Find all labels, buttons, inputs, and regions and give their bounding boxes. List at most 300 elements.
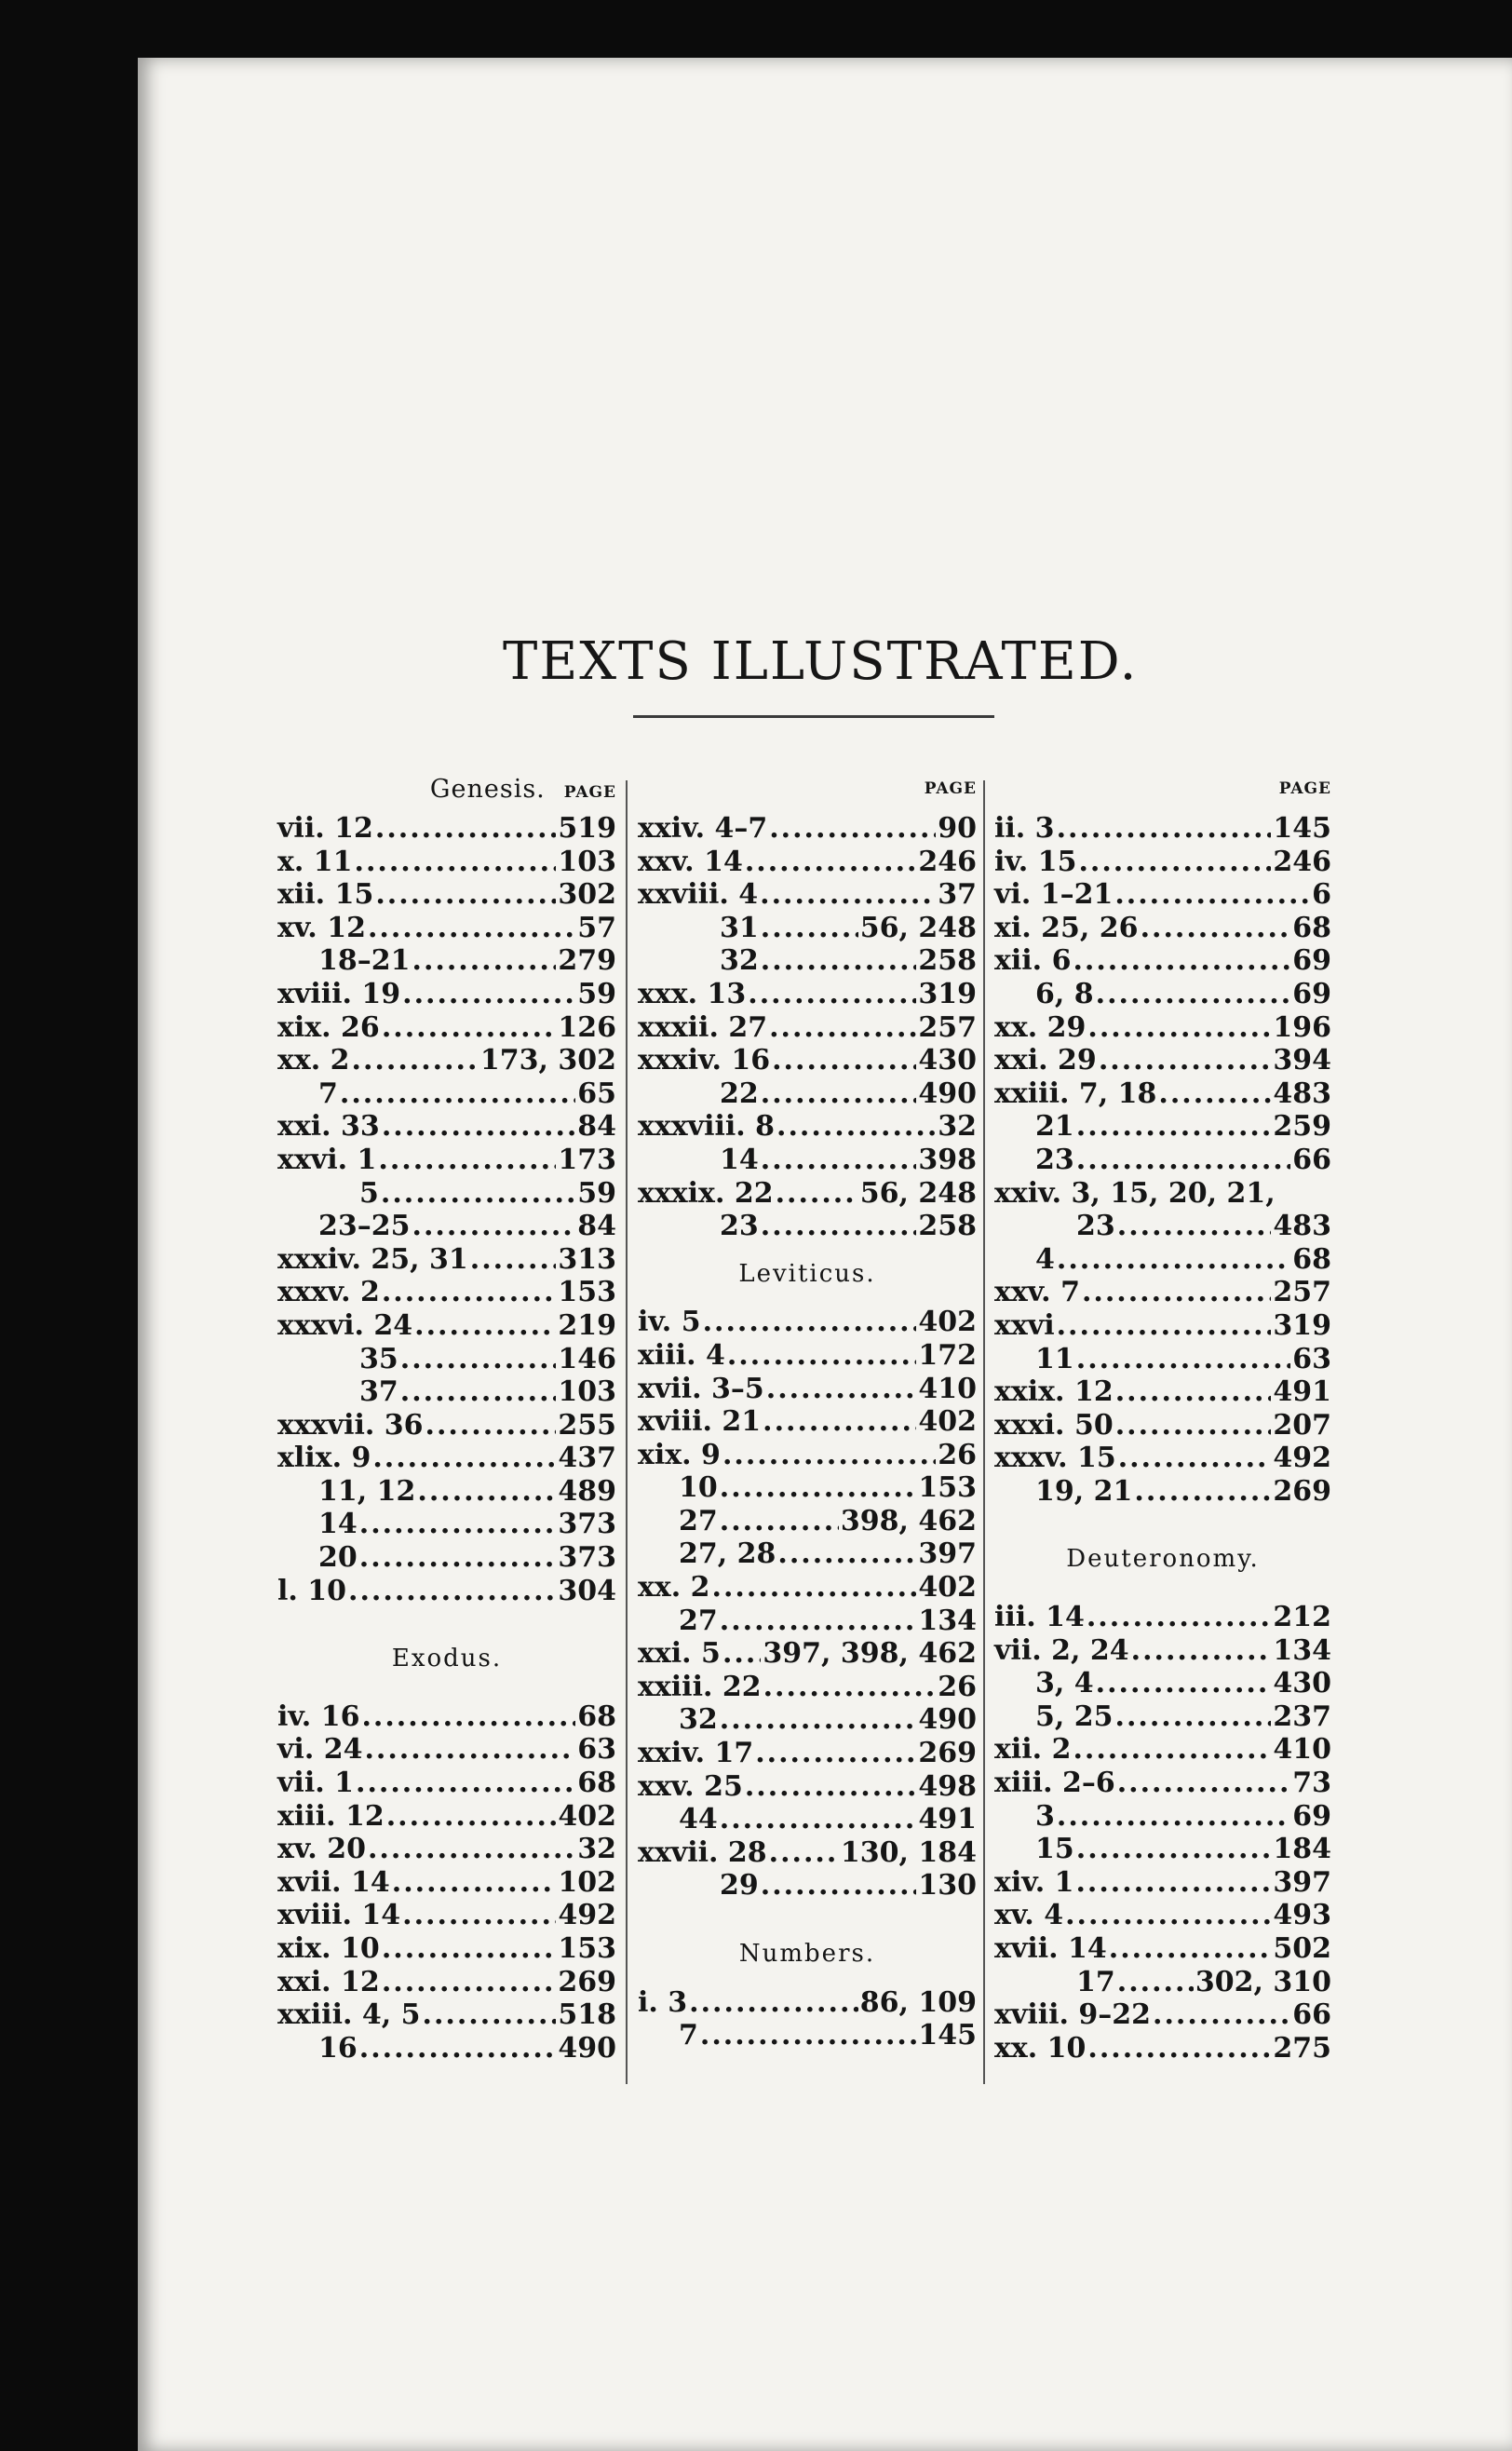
- index-entry: [638, 1044, 977, 1077]
- dot-leader: [382, 1276, 557, 1309]
- page-number: 430: [1273, 1667, 1331, 1700]
- page-number: 398, 462: [840, 1504, 977, 1537]
- dot-leader: [1115, 1700, 1272, 1734]
- dot-leader: [776, 1177, 858, 1211]
- page-number: 258: [918, 944, 977, 978]
- page-number: 302: [558, 878, 616, 912]
- verse-reference: 16: [318, 2031, 358, 2065]
- index-entry: [994, 944, 1331, 978]
- page-number: 56, 248: [859, 911, 977, 944]
- verse-reference: xvii. 14: [994, 1932, 1107, 1965]
- index-entry: [994, 1177, 1331, 1211]
- dot-leader: [761, 944, 917, 978]
- page-number: 212: [1273, 1601, 1331, 1634]
- page-number: 437: [558, 1442, 616, 1475]
- verse-reference: xv. 12: [277, 911, 366, 944]
- index-entry: [277, 1966, 616, 1999]
- dot-leader: [722, 1439, 936, 1472]
- page-number: 483: [1273, 1210, 1331, 1243]
- page-number: 32: [577, 1833, 616, 1866]
- dot-leader: [769, 1011, 916, 1045]
- dot-leader: [1087, 2032, 1271, 2065]
- index-entry: [638, 1703, 977, 1737]
- page-number: 26: [938, 1438, 977, 1471]
- index-entry: [277, 1243, 616, 1277]
- page-label: PAGE: [924, 779, 977, 798]
- index-entry: [638, 1737, 977, 1770]
- page-number: 490: [918, 1077, 977, 1110]
- index-entry: [277, 1110, 616, 1144]
- page-number: 430: [918, 1044, 977, 1077]
- page-number: 402: [558, 1799, 616, 1833]
- index-entry: [994, 846, 1331, 879]
- index-entry: [638, 812, 977, 846]
- index-entry: [277, 1541, 616, 1575]
- index-entry: [638, 1177, 977, 1211]
- page-number: 259: [1273, 1110, 1331, 1144]
- index-entry: [638, 1373, 977, 1406]
- dot-leader: [359, 1541, 557, 1575]
- page-number: 257: [1273, 1276, 1331, 1309]
- dot-leader: [1114, 878, 1310, 912]
- verse-reference: xiv. 1: [994, 1865, 1074, 1899]
- index-entry: [277, 1409, 616, 1442]
- verse-reference: xxxviii. 8: [638, 1110, 776, 1144]
- dot-leader: [745, 846, 917, 879]
- page-number: 269: [1273, 1474, 1331, 1508]
- index-entry: [638, 944, 977, 978]
- page-title: TEXTS ILLUSTRATED.: [503, 630, 1139, 692]
- index-entry: [994, 1375, 1331, 1409]
- verse-reference: iii. 14: [994, 1601, 1085, 1634]
- dot-leader: [1117, 1966, 1194, 1999]
- verse-reference: xvii. 3–5: [638, 1372, 764, 1405]
- index-entry: [277, 1733, 616, 1767]
- verse-reference: 7: [318, 1077, 338, 1110]
- page-number: 490: [918, 1703, 977, 1737]
- dot-leader: [700, 2019, 917, 2052]
- verse-reference: xxxix. 22: [638, 1176, 774, 1210]
- dot-leader: [1057, 1243, 1290, 1277]
- verse-reference: 27: [679, 1604, 718, 1637]
- verse-reference: 22: [720, 1077, 759, 1110]
- verse-reference: 23: [720, 1210, 759, 1243]
- dot-leader: [340, 1077, 575, 1111]
- index-entry: [277, 1276, 616, 1309]
- verse-reference: 32: [720, 944, 759, 978]
- verse-reference: xxv. 7: [994, 1276, 1080, 1309]
- index-entry: [994, 1700, 1331, 1734]
- index-entry: [277, 1767, 616, 1800]
- verse-reference: xv. 4: [994, 1899, 1064, 1932]
- entry-list-numbers-continued: [994, 812, 1331, 1508]
- index-entry: [638, 978, 977, 1011]
- dot-leader: [375, 878, 556, 912]
- verse-reference: 5, 25: [1035, 1699, 1114, 1733]
- page-number: 145: [1273, 812, 1331, 845]
- verse-reference: xxxiv. 16: [638, 1044, 771, 1077]
- page-number: 66: [1292, 1143, 1331, 1176]
- page-number: 246: [1273, 845, 1331, 878]
- section-heading-exodus: Exodus.: [391, 1645, 503, 1673]
- page-number: 146: [558, 1342, 616, 1375]
- page-number: 498: [918, 1769, 977, 1803]
- dot-leader: [412, 1210, 576, 1243]
- index-entry: [994, 1966, 1331, 1999]
- page-number: 402: [918, 1571, 977, 1605]
- index-entry: [277, 1144, 616, 1177]
- index-entry: [638, 1306, 977, 1339]
- verse-reference: iv. 15: [994, 845, 1077, 878]
- page-number: 73: [1292, 1767, 1331, 1800]
- verse-reference: xxxiv. 25, 31: [277, 1242, 468, 1276]
- verse-reference: xxiv. 17: [638, 1737, 754, 1770]
- dot-leader: [1099, 1044, 1272, 1077]
- verse-reference: xix. 10: [277, 1932, 380, 1965]
- page-number: 410: [918, 1372, 977, 1405]
- dot-leader: [763, 1405, 916, 1439]
- index-entry: [994, 912, 1331, 945]
- dot-leader: [423, 1998, 557, 2032]
- page-number: 59: [577, 1176, 616, 1210]
- page-number: 373: [558, 1541, 616, 1575]
- verse-reference: xxxi. 50: [994, 1408, 1114, 1442]
- dot-leader: [1082, 1276, 1271, 1309]
- dot-leader: [359, 1508, 557, 1541]
- index-entry: [994, 1210, 1331, 1243]
- verse-reference: xx. 29: [994, 1010, 1087, 1044]
- dot-leader: [352, 1044, 479, 1077]
- verse-reference: 37: [359, 1375, 398, 1409]
- verse-reference: xxxii. 27: [638, 1010, 768, 1044]
- index-entry: [638, 1505, 977, 1538]
- index-entry: [994, 1601, 1331, 1634]
- verse-reference: 29: [720, 1869, 759, 1903]
- index-entry: [994, 1800, 1331, 1834]
- dot-leader: [1073, 1733, 1271, 1767]
- dot-leader: [400, 1375, 557, 1409]
- index-entry: [994, 1767, 1331, 1800]
- dot-leader: [761, 1869, 917, 1903]
- verse-reference: xxiii. 4, 5: [277, 1998, 421, 2032]
- page-number: 219: [558, 1308, 616, 1342]
- index-entry: [277, 1210, 616, 1243]
- verse-reference: xviii. 14: [277, 1899, 401, 1932]
- entry-list-deuteronomy: [994, 1601, 1331, 2065]
- verse-reference: 6, 8: [1035, 977, 1094, 1010]
- page-number: 130, 184: [840, 1835, 977, 1869]
- dot-leader: [414, 1309, 556, 1343]
- verse-reference: vii. 2, 24: [994, 1633, 1129, 1667]
- index-entry: [277, 1899, 616, 1932]
- page-label: PAGE: [563, 783, 616, 802]
- page-number: 493: [1273, 1899, 1331, 1932]
- verse-reference: 4: [1035, 1242, 1055, 1276]
- dot-leader: [382, 1932, 557, 1966]
- verse-reference: xxvi. 1: [277, 1143, 377, 1176]
- section-heading-deuteronomy: Deuteronomy.: [1066, 1545, 1260, 1574]
- index-entry: [638, 912, 977, 945]
- page-number: 173, 302: [479, 1044, 616, 1077]
- dot-leader: [1117, 1767, 1291, 1800]
- dot-leader: [1117, 1210, 1272, 1243]
- dot-leader: [761, 912, 858, 945]
- dot-leader: [386, 1800, 557, 1834]
- section-heading-numbers: Numbers.: [738, 1940, 876, 1968]
- verse-reference: xx. 2: [638, 1571, 710, 1605]
- section-heading-leviticus: Leviticus.: [738, 1259, 876, 1288]
- page-number: 269: [558, 1965, 616, 1998]
- index-entry: [277, 1309, 616, 1343]
- verse-reference: 23: [1076, 1210, 1115, 1243]
- dot-leader: [1087, 1601, 1272, 1634]
- index-entry: [994, 1243, 1331, 1277]
- dot-leader: [356, 1767, 575, 1800]
- dot-leader: [1141, 912, 1291, 945]
- index-entry: [277, 846, 616, 879]
- dot-leader: [1073, 944, 1290, 978]
- page-label: PAGE: [1278, 779, 1331, 798]
- page-number: 153: [558, 1932, 616, 1965]
- page-number: 90: [938, 812, 977, 845]
- column-divider: [983, 780, 985, 2084]
- verse-reference: 27: [679, 1504, 718, 1537]
- page-number: 103: [558, 845, 616, 878]
- verse-reference: xxxvi. 24: [277, 1308, 413, 1342]
- verse-reference: xvii. 14: [277, 1865, 390, 1899]
- page-number: 65: [577, 1077, 616, 1110]
- index-entry: [994, 812, 1331, 846]
- page-number: 398: [918, 1143, 977, 1176]
- index-entry: [994, 1409, 1331, 1442]
- index-entry: [994, 1833, 1331, 1866]
- verse-reference: 19, 21: [1035, 1474, 1133, 1508]
- dot-leader: [1153, 1998, 1290, 2032]
- verse-reference: 10: [679, 1471, 718, 1505]
- dot-leader: [776, 1110, 936, 1144]
- verse-reference: 23: [1035, 1143, 1074, 1176]
- page-number: 196: [1273, 1010, 1331, 1044]
- verse-reference: xxxv. 15: [994, 1442, 1116, 1475]
- index-entry: [994, 1144, 1331, 1177]
- index-entry: [277, 2032, 616, 2065]
- page-number: 57: [577, 911, 616, 944]
- index-entry: [638, 1986, 977, 2020]
- index-entry: [994, 878, 1331, 912]
- entry-list-exodus: [277, 1700, 616, 2065]
- verse-reference: xxiv. 4–7: [638, 812, 768, 845]
- page-number: 319: [918, 977, 977, 1010]
- entry-list-exodus-continued: [638, 812, 977, 1243]
- page-number: 86, 109: [859, 1985, 977, 2019]
- index-entry: [994, 1110, 1331, 1144]
- dot-leader: [470, 1243, 557, 1277]
- verse-reference: xxviii. 4: [638, 878, 759, 912]
- column-divider: [626, 780, 628, 2084]
- verse-reference: vii. 12: [277, 812, 373, 845]
- index-entry: [994, 1733, 1331, 1767]
- dot-leader: [400, 1343, 557, 1376]
- dot-leader: [1076, 1144, 1291, 1177]
- verse-reference: 5: [359, 1176, 379, 1210]
- page-number: 68: [1292, 1242, 1331, 1276]
- page-number: 302, 310: [1195, 1965, 1331, 1998]
- page-number: 26: [938, 1670, 977, 1703]
- verse-reference: xxiii. 22: [638, 1670, 762, 1703]
- dot-leader: [722, 1637, 761, 1671]
- dot-leader: [1158, 1077, 1271, 1111]
- index-entry: [994, 1276, 1331, 1309]
- verse-reference: 18–21: [318, 944, 411, 978]
- dot-leader: [703, 1306, 917, 1339]
- index-entry: [638, 1803, 977, 1836]
- page-number: 207: [1273, 1408, 1331, 1442]
- verse-reference: ii. 3: [994, 812, 1055, 845]
- page-number: 246: [918, 845, 977, 878]
- verse-reference: 27, 28: [679, 1537, 776, 1571]
- verse-reference: xii. 2: [994, 1733, 1072, 1767]
- index-entry: [277, 1011, 616, 1045]
- dot-leader: [720, 1505, 839, 1538]
- index-entry: [638, 1869, 977, 1903]
- page-number: 279: [558, 944, 616, 978]
- verse-reference: vi. 24: [277, 1733, 363, 1767]
- index-entry: [994, 978, 1331, 1011]
- dot-leader: [769, 812, 936, 846]
- verse-reference: xix. 9: [638, 1438, 721, 1471]
- dot-leader: [761, 1210, 917, 1243]
- verse-reference: x. 11: [277, 845, 353, 878]
- page-number: 410: [1273, 1733, 1331, 1767]
- page-number: 172: [918, 1338, 977, 1372]
- dot-leader: [425, 1409, 557, 1442]
- verse-reference: xxiv. 3, 15, 20, 21,: [994, 1176, 1276, 1210]
- verse-reference: xix. 26: [277, 1010, 380, 1044]
- verse-reference: 32: [679, 1703, 718, 1737]
- index-column-2: [638, 773, 977, 2052]
- index-entry: [638, 1011, 977, 1045]
- verse-reference: l. 10: [277, 1574, 347, 1607]
- page-number: 126: [558, 1010, 616, 1044]
- page-number: 69: [1292, 977, 1331, 1010]
- verse-reference: xxi. 12: [277, 1965, 380, 1998]
- verse-reference: 14: [318, 1508, 358, 1541]
- verse-reference: xii. 15: [277, 878, 374, 912]
- verse-reference: 11: [1035, 1342, 1074, 1375]
- verse-reference: 31: [720, 911, 759, 944]
- page-number: 313: [558, 1242, 616, 1276]
- verse-reference: xiii. 12: [277, 1799, 385, 1833]
- dot-leader: [727, 1339, 917, 1373]
- index-entry: [638, 1571, 977, 1605]
- index-entry: [277, 1575, 616, 1608]
- verse-reference: xxx. 13: [638, 977, 747, 1010]
- page-number: 237: [1273, 1699, 1331, 1733]
- dot-leader: [1076, 1833, 1272, 1866]
- page-number: 491: [1273, 1375, 1331, 1409]
- page-number: 402: [918, 1405, 977, 1439]
- dot-leader: [402, 978, 575, 1011]
- index-entry: [638, 1671, 977, 1704]
- verse-reference: xviii. 9–22: [994, 1998, 1152, 2032]
- page-number: 84: [577, 1110, 616, 1144]
- index-entry: [638, 1110, 977, 1144]
- verse-reference: xii. 6: [994, 944, 1072, 978]
- index-entry: [994, 1998, 1331, 2032]
- page-number: 84: [577, 1210, 616, 1243]
- index-entry: [277, 1700, 616, 1734]
- index-column-3: [994, 773, 1331, 2065]
- index-entry: [638, 1836, 977, 1870]
- index-entry: [994, 1442, 1331, 1475]
- dot-leader: [1057, 1800, 1290, 1834]
- dot-leader: [364, 1733, 575, 1767]
- dot-leader: [381, 1177, 575, 1211]
- dot-leader: [772, 1044, 916, 1077]
- dot-leader: [1075, 1866, 1271, 1900]
- verse-reference: 3: [1035, 1799, 1055, 1833]
- index-entry: [277, 812, 616, 846]
- page-number: 402: [918, 1306, 977, 1339]
- page-number: 68: [577, 1767, 616, 1800]
- index-entry: [638, 1144, 977, 1177]
- index-entry: [994, 1077, 1331, 1111]
- index-column-1: [277, 773, 616, 2065]
- page-number: 173: [558, 1143, 616, 1176]
- dot-leader: [412, 944, 557, 978]
- verse-reference: 44: [679, 1803, 718, 1836]
- verse-reference: 20: [318, 1541, 358, 1575]
- dot-leader: [402, 1899, 556, 1932]
- entry-list-genesis: [277, 812, 616, 1607]
- dot-leader: [368, 1833, 575, 1866]
- verse-reference: 7: [679, 2019, 698, 2052]
- page-number: 257: [918, 1010, 977, 1044]
- dot-leader: [372, 1442, 556, 1475]
- verse-reference: xxxvii. 36: [277, 1408, 424, 1442]
- page-number: 6: [1312, 878, 1331, 912]
- index-entry: [994, 1044, 1331, 1077]
- page-number: 153: [558, 1276, 616, 1309]
- page-number: 397: [918, 1537, 977, 1571]
- dot-leader: [1057, 1309, 1272, 1343]
- index-entry: [994, 1932, 1331, 1966]
- index-entry: [994, 1667, 1331, 1700]
- dot-leader: [1115, 1409, 1272, 1442]
- index-entry: [994, 1343, 1331, 1376]
- index-entry: [638, 1077, 977, 1111]
- entry-list-numbers: [638, 1986, 977, 2052]
- dot-leader: [382, 1011, 557, 1045]
- dot-leader: [769, 1836, 839, 1870]
- verse-reference: 11, 12: [318, 1474, 416, 1508]
- entry-list-leviticus: [638, 1306, 977, 1903]
- index-entry: [277, 1866, 616, 1900]
- index-entry: [638, 2019, 977, 2052]
- index-entry: [638, 846, 977, 879]
- page-number: 68: [577, 1699, 616, 1733]
- dot-leader: [375, 812, 557, 846]
- verse-reference: xxi. 29: [994, 1044, 1097, 1077]
- dot-leader: [382, 1110, 575, 1144]
- dot-leader: [1087, 1011, 1271, 1045]
- page-number: 59: [577, 977, 616, 1010]
- dot-leader: [378, 1144, 556, 1177]
- dot-leader: [1078, 846, 1271, 879]
- index-entry: [638, 1605, 977, 1638]
- index-entry: [638, 1439, 977, 1472]
- index-entry: [277, 1375, 616, 1409]
